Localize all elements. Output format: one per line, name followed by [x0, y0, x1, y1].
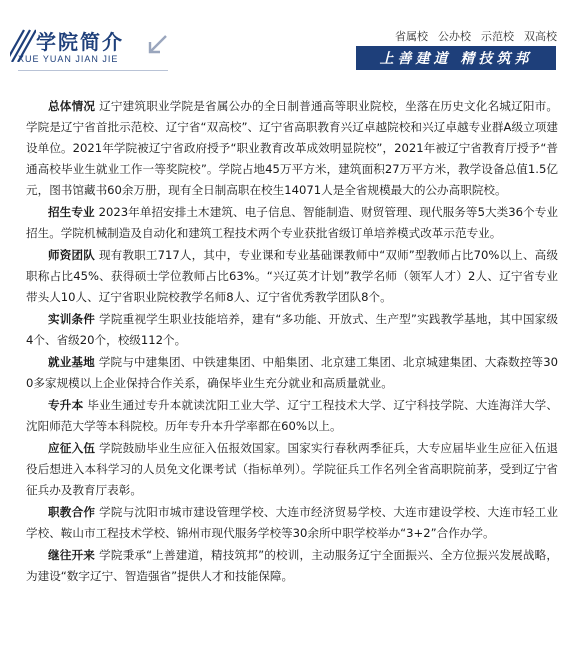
section-heading: 招生专业 [48, 205, 95, 219]
section-text: 学院重视学生职业技能培养，建有“多功能、开放式、生产型”实践教学基地，其中国家级4个、省级20个，校级112个。 [26, 312, 558, 347]
page-title-pinyin: XUE YUAN JIAN JIE [18, 54, 119, 64]
section-title-block [10, 26, 170, 70]
section-heading: 应征入伍 [48, 441, 96, 455]
section-heading: 职教合作 [48, 505, 96, 519]
section-faculty [26, 245, 558, 308]
section-heading: 就业基地 [48, 355, 95, 369]
section-text: 辽宁建筑职业学院是省属公办的全日制普通高等职业院校，坐落在历史文化名城辽阳市。学院是辽宁省首批示范校、辽宁省“双高校”、辽宁省高职教育兴辽卓越院校和兴辽卓越专业群A级立项建设单位。2021年学院被辽宁省政府授予“职业教育改革成效明显院校”，2021年被辽宁省教育厅授予“普通高校毕业生就业工作一等奖院校”。学院占地45万平方米，建筑面积27万平方米，教学设备总值1.5亿元，图书馆藏书60余万册，现有全日制高职在校生14071人是全省规模最大的公办高职院校。 [26, 99, 558, 197]
section-upgrade [26, 395, 558, 437]
school-tags [395, 28, 557, 44]
section-heading: 继往开来 [48, 548, 96, 562]
title-underline [18, 70, 168, 71]
tag-item: 示范校 [481, 30, 514, 43]
section-overview [26, 96, 558, 201]
section-enlistment [26, 438, 558, 501]
page-header [0, 0, 571, 80]
section-text: 现有教职工717人，其中，专业课和专业基础课教师中“双师”型教师占比70%以上、高级职称占比45%、获得硕士学位教师占比63%。“兴辽英才计划”教学名师（领军人才）2人、辽宁省专业带头人10人、辽宁省职业院校教学名师8人、辽宁省优秀教学团队8个。 [26, 248, 558, 304]
page-title: 学院简介 [36, 30, 124, 54]
section-text: 学院秉承“上善建道，精技筑邦”的校训，主动服务辽宁全面振兴、全方位振兴发展战略，为建设“数字辽宁、智造强省”提供人才和技能保障。 [26, 548, 558, 583]
section-future [26, 545, 558, 587]
arrow-down-left-icon [146, 34, 168, 56]
tag-item: 公办校 [438, 30, 471, 43]
section-heading: 专升本 [48, 398, 84, 412]
tag-item: 省属校 [395, 30, 428, 43]
section-text: 2023年单招安排土木建筑、电子信息、智能制造、财贸管理、现代服务等5大类36个专业招生。学院机械制造及自动化和建筑工程技术两个专业获批省级订单培养模式改革示范专业。 [26, 205, 558, 240]
section-employment [26, 352, 558, 394]
section-cooperation [26, 502, 558, 544]
intro-content [26, 96, 558, 588]
section-text: 毕业生通过专升本就读沈阳工业大学、辽宁工程技术大学、辽宁科技学院、大连海洋大学、沈阳师范大学等本科院校。历年专升本升学率都在60%以上。 [26, 398, 558, 433]
section-heading: 实训条件 [48, 312, 96, 326]
section-heading: 师资团队 [48, 248, 95, 262]
motto-banner: 上善建道 精技筑邦 [356, 46, 556, 70]
tag-item: 双高校 [524, 30, 557, 43]
section-heading: 总体情况 [48, 99, 96, 113]
section-text: 学院与中建集团、中铁建集团、中船集团、北京建工集团、北京城建集团、大森数控等300多家规模以上企业保持合作关系，确保毕业生充分就业和高质量就业。 [26, 355, 558, 390]
section-text: 学院鼓励毕业生应征入伍报效国家。国家实行春秋两季征兵，大专应届毕业生应征入伍退役后想进入本科学习的人员免文化课考试（指标单列）。学院征兵工作名列全省高职院前茅，受到辽宁省征兵办及教育厅表彰。 [26, 441, 558, 497]
section-enrollment [26, 202, 558, 244]
section-training [26, 309, 558, 351]
section-text: 学院与沈阳市城市建设管理学校、大连市经济贸易学校、大连市建设学校、大连市轻工业学校、鞍山市工程技术学校、锦州市现代服务学校等30余所中职学校举办“3+2”合作办学。 [26, 505, 558, 540]
